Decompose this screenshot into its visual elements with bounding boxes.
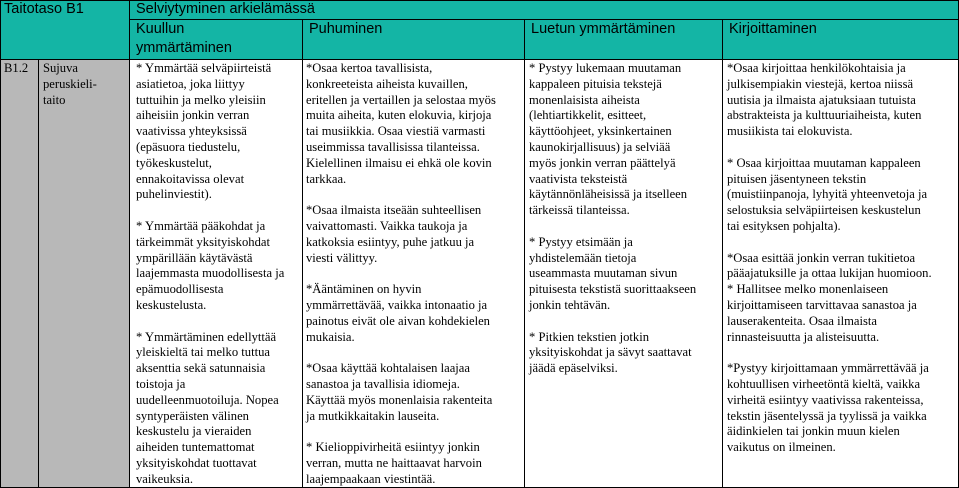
listening-para-3: * Ymmärtäminen edellyttää yleiskieltä tai melko tuttua aksenttia sekä satunnaisia toistoja ja uudelleenmuotoiluja. Nopea syntyperäisten välinen keskustelu ja vieraiden aiheiden tuntemattomat yksityiskohdat tuottavat vaikeuksia. — [136, 329, 279, 486]
border-col3 — [524, 20, 525, 488]
listening-para-2: * Ymmärtää pääkohdat ja tärkeimmät yksityiskohdat ympärillään käytävästä laajemmasta muodollisesta ja epämuodollisesta keskustelusta. — [136, 218, 285, 312]
writing-para-3: *Osaa esittää jonkin verran tukitietoa pääajatuksille ja ottaa lukijan huomioon. * Hallitsee melko monenlaiseen kirjoittamiseen tarvittavaa sanastoa ja lauserakenteita. Osaa ilmaista rinnasteisuutta ja alisteisuutta. — [727, 250, 932, 344]
listening-cell — [136, 61, 300, 488]
border-col1 — [129, 0, 130, 488]
level-name: Sujuva peruskieli- taito — [43, 61, 97, 107]
border-col4 — [722, 20, 723, 488]
col-reading: Luetun ymmärtäminen — [531, 21, 676, 37]
speaking-cell — [306, 61, 522, 488]
col-speaking: Puhuminen — [309, 21, 383, 37]
reading-para-3: * Pitkien tekstien jotkin yksityiskohdat ja sävyt saattavat jäädä epäselviksi. — [529, 329, 692, 376]
border-below-header — [0, 59, 959, 60]
reading-para-2: * Pystyy etsimään ja yhdistelemään tietoja useammasta muutaman sivun pituisesta tekstistä suorittaakseen jonkin tehtävän. — [529, 234, 697, 312]
level-code: B1.2 — [4, 61, 29, 75]
border-col2 — [302, 20, 303, 488]
speaking-para-4: *Osaa käyttää kohtalaisen laajaa sanastoa ja tavallisia idiomeja. Käyttää myös monenlaisia rakenteita ja mutkikkaitakin lauseita. — [306, 361, 493, 423]
border-below-title — [129, 19, 959, 20]
writing-cell — [727, 61, 957, 456]
writing-para-4: *Pystyy kirjoittamaan ymmärrettävää ja kohtuullisen virheetöntä kieltä, vaikka virheitä esiintyy vaativissa rakenteissa, tekstin jäsentelyssä ja tyylissä ja vaikka äidinkielen tai jonkin muun kielen vaikutus on ilmeinen. — [727, 361, 929, 455]
border-level-inner — [38, 60, 39, 488]
speaking-para-2: *Osaa ilmaista itseään suhteellisen vaivattomasti. Vaikka taukoja ja katkoksia esiintyy, puhe jatkuu ja viesti välittyy. — [306, 203, 482, 265]
speaking-para-1: *Osaa kertoa tavallisista, konkreeteista aiheista kuvaillen, eritellen ja vertaillen ja selostaa myös muita aiheita, kuten elokuvia, kirjoja tai musiikkia. Osaa viestiä varmasti useimmissa tavallisissa tilanteissa. Kielellinen ilmaisu ei ehkä ole kovin tarkkaa. — [306, 61, 496, 186]
level-cell-bg — [0, 60, 129, 488]
col-listening-line2: ymmärtäminen — [136, 40, 232, 56]
speaking-para-3: *Ääntäminen on hyvin ymmärrettävää, vaikka intonaatio ja painotus eivät ole aivan kohdekielen mukaisia. — [306, 282, 490, 344]
section-title: Selviytyminen arkielämässä — [136, 1, 315, 17]
writing-para-2: * Osaa kirjoittaa muutaman kappaleen pituisen jäsentyneen tekstin (muistiinpanoja, lyhyitä yhteenvetoja ja selostuksia selväpiirteisen keskustelun tai esityksen pohjalta). — [727, 155, 928, 233]
reading-para-1: * Pystyy lukemaan muutaman kappaleen pituisia tekstejä monenlaisista aiheista (lehtiartikkelit, esitteet, käyttöohjeet, yksinkertainen kaunokirjallisuus) ja selviää myös jonkin verran päättelyä vaativista teksteistä käytännönläheisissä ja itselleen tärkeissä tilanteissa. — [529, 61, 688, 218]
level-title: Taitotaso B1 — [4, 1, 84, 17]
border-top — [0, 0, 959, 1]
reading-cell — [529, 61, 721, 377]
speaking-para-5: * Kielioppivirheitä esiintyy jonkin verran, mutta ne haittaavat harvoin laajempaakaan viestintää. — [306, 440, 482, 486]
col-writing: Kirjoittaminen — [729, 21, 817, 37]
writing-para-1: *Osaa kirjoittaa henkilökohtaisia ja julkisempiakin viestejä, kertoa niissä uutisia ja ilmaista ajatuksiaan tutuista abstrakteista ja kulttuuriaiheista, kuten musiikista tai elokuvista. — [727, 61, 922, 139]
listening-para-1: * Ymmärtää selväpiirteistä asiatietoa, joka liittyy tuttuihin ja melko yleisiin aiheisiin jonkin verran vaativissa yhteyksissä (epäsuora tiedustelu, työkeskustelut, ennakoitavissa olevat puhelinviestit). — [136, 61, 272, 202]
col-listening-line1: Kuullun — [136, 21, 185, 37]
border-left — [0, 0, 1, 488]
